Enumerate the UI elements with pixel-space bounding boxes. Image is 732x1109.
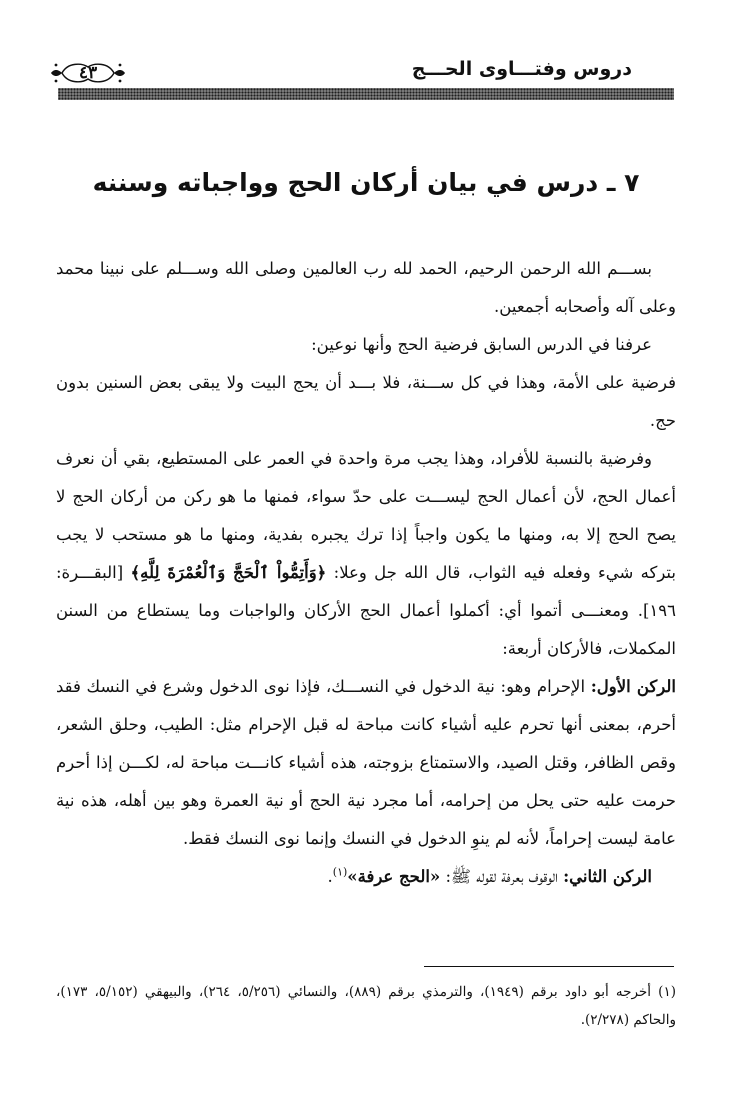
paragraph-3-text-a: وفرضية بالنسبة للأفراد، وهذا يجب مرة واحدة في العمر على المستطيع، بقي أن نعرف أعمال الحج، لأن أعمال الحج ليســـت على حدّ سواء، فمنها ما هو ركن من أركان الحج لا يصح الحج إلا به، ومنها ما يكون واجباً إذا ترك يجبره بفدية، ومنها ما هو مستحب لا يجب بتركه شيء وفعله فيه الثواب، قال الله جل وعلا:: [56, 449, 677, 582]
pillar-1-text: الإحرام وهو: نية الدخول في النســـك، فإذا نوى الدخول وشرع في النسك فقد أحرم، بمعنى أنها تحرم عليه أشياء كانت مباحة له قبل الإحرام مثل: الطيب، وحلق الشعر، وقص الظافر، وقتل الصيد، والاستمتاع بزوجته، هذه أشياء كانـــت مباحة له، لكـــن إذا أحرم حرمت عليه حتى يحل من إحرامه، أما مجرد نية الحج أو نية العمرة وهو بين أهله، هذه نية عامة ليست إحراماً، لأنه لم ينوِ الدخول في النسك وإنما نوى النسك فقط.: [56, 677, 676, 848]
quran-verse: ﴿وَأَتِمُّواْ ٱلْحَجَّ وَٱلْعُمْرَةَ لِلَّهِ﴾: [130, 563, 327, 582]
footnote-separator: [424, 966, 674, 967]
body-text: [56, 250, 676, 896]
footnotes: [56, 978, 676, 1034]
paragraph-1: عرفنا في الدرس السابق فرضية الحج وأنها نوعين:: [311, 335, 652, 354]
pillar-1-label: الركن الأول:: [590, 677, 677, 696]
paragraph-3: [56, 440, 676, 668]
hadith-quote: «الحج عرفة»: [347, 867, 441, 886]
running-title: دروس وفتـــاوى الحـــج: [411, 58, 632, 80]
verse-reference: [البقـــرة: ١٩٦].: [56, 563, 677, 620]
footnote-1: (١) أخرجه أبو داود برقم (١٩٤٩)، والترمذي برقم (٨٨٩)، والنسائي (٥/٢٥٦، ٢٦٤)، والبيهقي (٥/١٥٢، ١٧٣)، والحاكم (٢/٢٧٨).: [56, 984, 676, 1028]
paragraph-5: [56, 858, 676, 896]
paragraph-4: [56, 668, 676, 858]
footnote-marker: (١): [332, 865, 348, 879]
paragraph-2: فرضية على الأمة، وهذا في كل ســـنة، فلا بـــد أن يحج البيت ولا يبقى بعض السنين بدون حج.: [56, 373, 676, 430]
paragraph-opening: بســـم الله الرحمن الرحيم، الحمد لله رب العالمين وصلى الله وســـلم على نبينا محمد وعلى آله وأصحابه أجمعين.: [56, 259, 676, 316]
pillar-2-text: الوقوف بعرفة لقوله ﷺ:: [445, 867, 558, 886]
page-number: ٤٣: [78, 63, 98, 83]
chapter-heading: ٧ ـ درس في بيان أركان الحج وواجباته وسننه: [92, 168, 640, 197]
paragraph-5-end: .: [327, 867, 333, 886]
header-divider-band: [58, 88, 674, 100]
pillar-2-label: الركن الثاني:: [563, 867, 652, 886]
paragraph-3-text-b: ومعنـــى أتموا أي: أكملوا أعمال الحج الأركان والواجبات وما يستطاع من السنن المكملات، فالأركان أربعة:: [56, 601, 676, 658]
